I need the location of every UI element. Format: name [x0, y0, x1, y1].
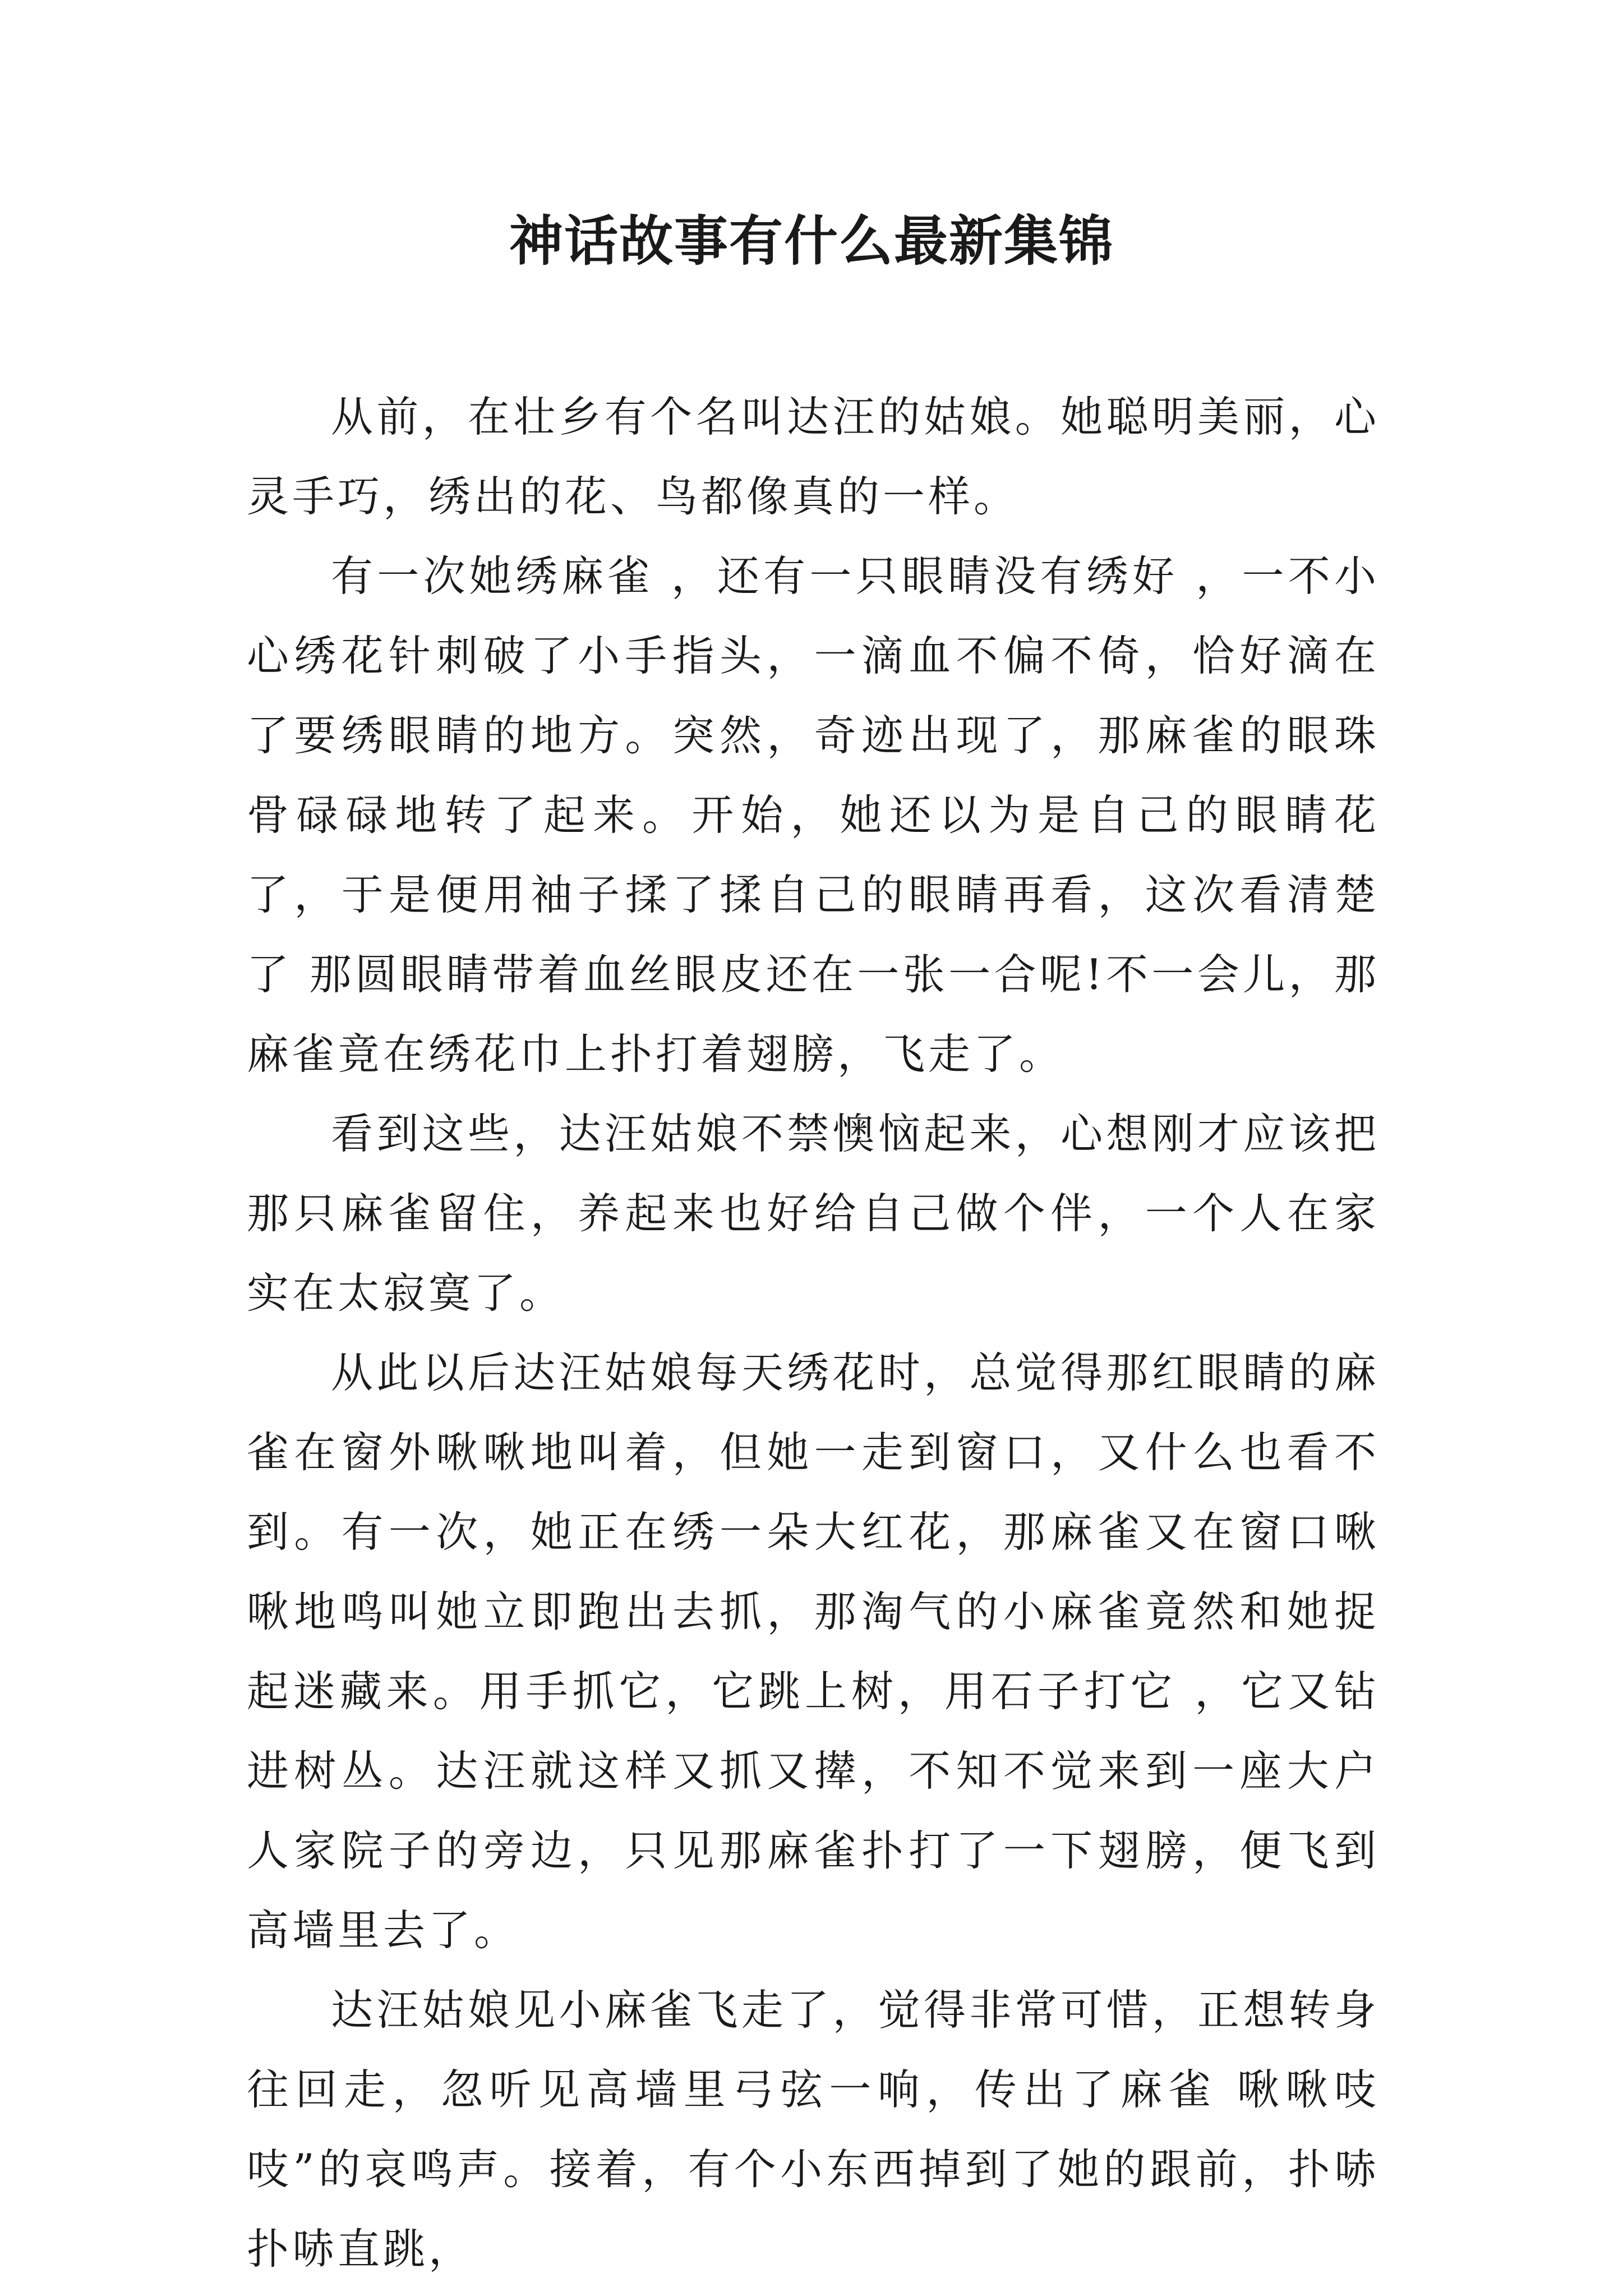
paragraph: 从前，在壮乡有个名叫达汪的姑娘。她聪明美丽，心灵手巧，绣出的花、鸟都像真的一样。 — [247, 392, 1380, 521]
paragraph: 达汪姑娘见小麻雀飞走了，觉得非常可惜，正想转身往回走，忽听见高墙里弓弦一响，传出了麻雀 啾啾吱吱”的哀鸣声。接着，有个小东西掉到了她的跟前，扑哧扑哧直跳， — [247, 1985, 1380, 2274]
paragraph: 从此以后达汪姑娘每天绣花时，总觉得那红眼睛的麻雀在窗外啾啾地叫着，但她一走到窗口，又什么也看不到。有一次，她正在绣一朵大红花，那麻雀又在窗口啾啾地鸣叫她立即跑出去抓，那淘气的小麻雀竟然和她捉起迷藏来。用手抓它，它跳上树，用石子打它 ，它又钻进树丛。达汪就这样又抓又撵，不知不觉来到一座大户人家院子的旁边，只见那麻雀扑打了一下翅膀，便飞到高墙里去了。 — [247, 1348, 1380, 1955]
document-title: 神话故事有什么最新集锦 — [509, 210, 1114, 273]
paragraph: 有一次她绣麻雀 ，还有一只眼睛没有绣好 ，一不小心绣花针刺破了小手指头，一滴血不偏不倚，恰好滴在了要绣眼睛的地方。突然，奇迹出现了，那麻雀的眼珠骨碌碌地转了起来。开始，她还以为是自己的眼睛花了，于是便用袖子揉了揉自己的眼睛再看，这次看清楚了 那圆眼睛带着血丝眼皮还在一张一合呢!不一会儿，那麻雀竟在绣花巾上扑打着翅膀，飞走了。 — [247, 551, 1380, 1079]
paragraph: 看到这些，达汪姑娘不禁懊恼起来，心想刚才应该把那只麻雀留住，养起来也好给自己做个伴，一个人在家实在太寂寞了。 — [247, 1109, 1380, 1318]
document-body — [247, 377, 1380, 2289]
